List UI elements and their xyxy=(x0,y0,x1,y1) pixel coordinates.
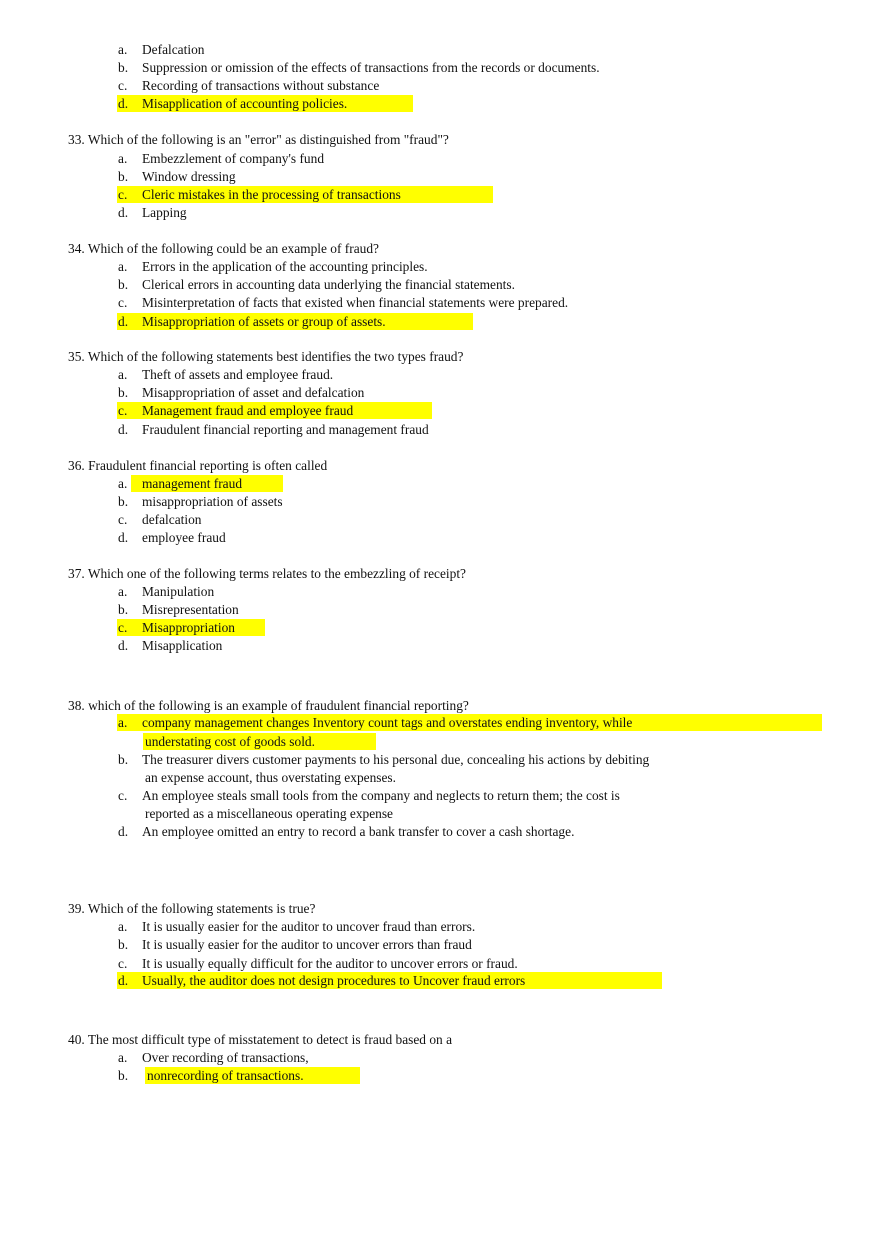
option-text: Misinterpretation of facts that existed when financial statements were prepared. xyxy=(142,295,569,310)
question-text: 40. The most difficult type of misstatement to detect is fraud based on a xyxy=(68,1032,453,1047)
option-text: Fraudulent financial reporting and management fraud xyxy=(142,422,429,437)
option-text: Theft of assets and employee fraud. xyxy=(142,367,334,382)
option-text: misappropriation of assets xyxy=(142,494,283,509)
option-letter: b. xyxy=(118,385,129,400)
option-text: It is usually equally difficult for the auditor to uncover errors or fraud. xyxy=(142,956,518,971)
option-letter: a. xyxy=(118,919,128,934)
option-text: Defalcation xyxy=(142,42,205,57)
option-letter: d. xyxy=(118,422,129,437)
option-letter: c. xyxy=(118,620,128,635)
question-text: 35. Which of the following statements best identifies the two types fraud? xyxy=(68,349,464,364)
option-letter: a. xyxy=(118,42,128,57)
option-letter: a. xyxy=(118,476,128,491)
option-text: nonrecording of transactions. xyxy=(147,1068,304,1083)
option-letter: c. xyxy=(118,187,128,202)
option-letter: c. xyxy=(118,295,128,310)
option-text: Lapping xyxy=(142,205,187,220)
option-text: It is usually easier for the auditor to uncover fraud than errors. xyxy=(142,919,476,934)
question-text: 39. Which of the following statements is true? xyxy=(68,901,316,916)
option-text: Manipulation xyxy=(142,584,215,599)
option-text-continuation: understating cost of goods sold. xyxy=(145,734,315,749)
option-letter: d. xyxy=(118,314,129,329)
option-text: Over recording of transactions, xyxy=(142,1050,309,1065)
option-text: company management changes Inventory count tags and overstates ending inventory, while xyxy=(142,715,633,730)
option-letter: b. xyxy=(118,277,129,292)
option-letter: b. xyxy=(118,494,129,509)
option-text: An employee steals small tools from the company and neglects to return them; the cost is xyxy=(142,788,620,803)
option-text: An employee omitted an entry to record a bank transfer to cover a cash shortage. xyxy=(142,824,575,839)
option-text: The treasurer divers customer payments to his personal due, concealing his actions by debiting xyxy=(142,752,650,767)
option-text: Misrepresentation xyxy=(142,602,239,617)
option-text: employee fraud xyxy=(142,530,226,545)
option-letter: a. xyxy=(118,715,128,730)
option-text: Misappropriation of asset and defalcation xyxy=(142,385,365,400)
option-letter: b. xyxy=(118,752,129,767)
option-text-continuation: reported as a miscellaneous operating expense xyxy=(145,806,394,821)
option-letter: b. xyxy=(118,937,129,952)
option-letter: d. xyxy=(118,530,129,545)
option-letter: a. xyxy=(118,259,128,274)
option-letter: b. xyxy=(118,60,129,75)
question-text: 38. which of the following is an example of fraudulent financial reporting? xyxy=(68,698,469,713)
option-letter: b. xyxy=(118,169,129,184)
option-letter: d. xyxy=(118,824,129,839)
option-letter: c. xyxy=(118,512,128,527)
option-text: It is usually easier for the auditor to uncover errors than fraud xyxy=(142,937,472,952)
option-letter: d. xyxy=(118,973,129,988)
option-text: Misappropriation of assets or group of assets. xyxy=(142,314,386,329)
option-letter: a. xyxy=(118,151,128,166)
option-letter: d. xyxy=(118,205,129,220)
question-text: 33. Which of the following is an "error" as distinguished from "fraud"? xyxy=(68,132,449,147)
option-text: Misapplication of accounting policies. xyxy=(142,96,348,111)
option-letter: a. xyxy=(118,584,128,599)
option-text-continuation: an expense account, thus overstating expenses. xyxy=(145,770,396,785)
option-text: Usually, the auditor does not design procedures to Uncover fraud errors xyxy=(142,973,526,988)
option-text: defalcation xyxy=(142,512,202,527)
question-text: 37. Which one of the following terms relates to the embezzling of receipt? xyxy=(68,566,466,581)
option-letter: a. xyxy=(118,367,128,382)
option-text: Management fraud and employee fraud xyxy=(142,403,354,418)
option-text: Suppression or omission of the effects of transactions from the records or documents. xyxy=(142,60,600,75)
option-letter: b. xyxy=(118,1068,129,1083)
option-letter: d. xyxy=(118,638,129,653)
option-text: Errors in the application of the accounting principles. xyxy=(142,259,428,274)
option-text: Embezzlement of company's fund xyxy=(142,151,325,166)
option-letter: c. xyxy=(118,403,128,418)
option-letter: c. xyxy=(118,956,128,971)
option-text: Misapplication xyxy=(142,638,223,653)
option-text: Misappropriation xyxy=(142,620,235,635)
question-text: 36. Fraudulent financial reporting is often called xyxy=(68,458,328,473)
option-text: Cleric mistakes in the processing of transactions xyxy=(142,187,401,202)
question-text: 34. Which of the following could be an example of fraud? xyxy=(68,241,379,256)
option-text: Recording of transactions without substance xyxy=(142,78,380,93)
option-letter: a. xyxy=(118,1050,128,1065)
option-letter: c. xyxy=(118,78,128,93)
option-letter: b. xyxy=(118,602,129,617)
option-letter: c. xyxy=(118,788,128,803)
option-text: management fraud xyxy=(142,476,243,491)
option-text: Window dressing xyxy=(142,169,236,184)
option-letter: d. xyxy=(118,96,129,111)
option-text: Clerical errors in accounting data underlying the financial statements. xyxy=(142,277,515,292)
